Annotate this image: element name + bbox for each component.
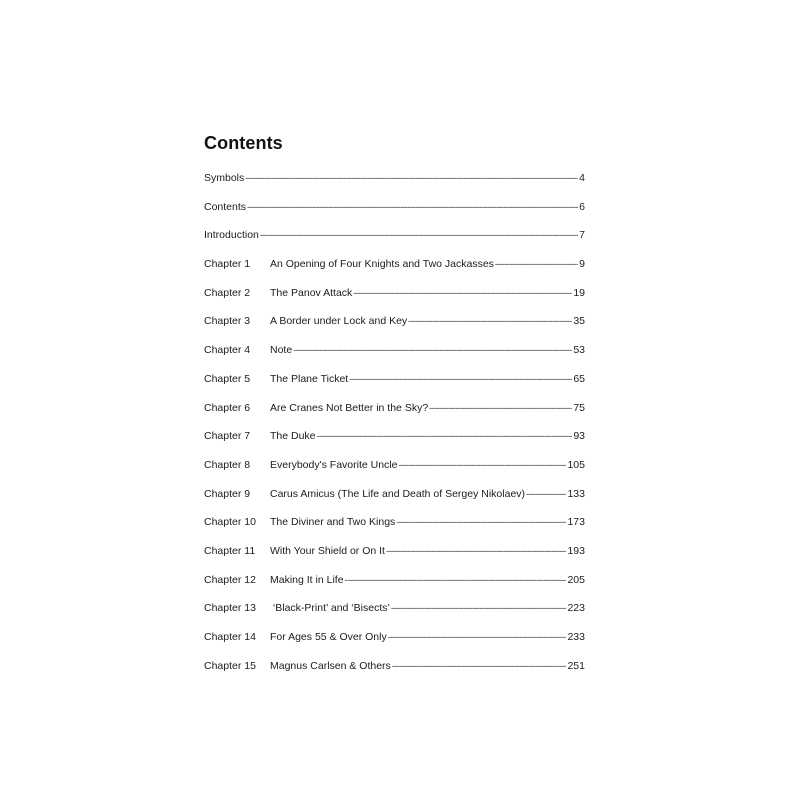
dot-leader — [245, 170, 578, 186]
dot-leader — [293, 342, 572, 358]
toc-entry-title: Introduction — [204, 229, 259, 242]
toc-entry-title: For Ages 55 & Over Only — [270, 631, 387, 643]
toc-entry-page: 6 — [579, 200, 585, 213]
dot-leader — [429, 400, 572, 416]
toc-entry-chapter-14[interactable] — [204, 629, 585, 658]
toc-entry-chapter-13[interactable] — [204, 600, 585, 629]
toc-entry-page: 53 — [573, 344, 585, 357]
toc-chapter-label: Chapter 11 — [204, 544, 256, 557]
dot-leader — [396, 514, 566, 530]
dot-leader — [495, 256, 578, 272]
toc-entry-page: 133 — [567, 487, 585, 500]
toc-chapter-label: Chapter 8 — [204, 458, 251, 471]
toc-chapter-label: Chapter 12 — [204, 573, 256, 586]
toc-entry-contents[interactable] — [204, 199, 585, 228]
dot-leader — [353, 285, 572, 301]
toc-entry-chapter-10[interactable] — [204, 514, 585, 543]
toc-entry-title: The Duke — [270, 430, 316, 443]
toc-entry-page: 251 — [567, 659, 585, 672]
toc-entry-chapter-15[interactable] — [204, 658, 585, 687]
toc-chapter-label: Chapter 13 — [204, 602, 256, 615]
dot-leader — [247, 199, 578, 215]
toc-entry-page: 65 — [573, 372, 585, 385]
toc-entry-page: 193 — [567, 544, 585, 557]
toc-entry-page: 93 — [573, 430, 585, 443]
toc-entry-title: Magnus Carlsen & Others — [270, 659, 391, 672]
toc-chapter-label: Chapter 15 — [204, 659, 256, 672]
toc-entry-page: 173 — [567, 516, 585, 529]
toc-entry-title: With Your Shield or On It — [270, 544, 385, 557]
table-of-contents — [204, 170, 585, 686]
toc-entry-chapter-7[interactable] — [204, 428, 585, 457]
toc-entry-title: The Panov Attack — [270, 286, 353, 299]
page-title: Contents — [204, 133, 283, 153]
toc-chapter-label: Chapter 7 — [204, 430, 251, 443]
dot-leader — [408, 313, 572, 329]
toc-chapter-label: Chapter 1 — [204, 258, 251, 271]
dot-leader — [398, 457, 566, 473]
toc-entry-title: The Diviner and Two Kings — [270, 516, 396, 529]
toc-entry-chapter-8[interactable] — [204, 457, 585, 486]
dot-leader — [388, 629, 567, 645]
toc-entry-title: Carus Amicus (The Life and Death of Sergey Nikolaev) — [270, 487, 526, 500]
toc-entry-title: Contents — [204, 200, 247, 213]
toc-entry-chapter-11[interactable] — [204, 543, 585, 572]
toc-entry-chapter-3[interactable] — [204, 313, 585, 342]
toc-entry-page: 233 — [567, 631, 585, 643]
toc-entry-page: 19 — [573, 286, 585, 299]
toc-entry-chapter-12[interactable] — [204, 572, 585, 601]
dot-leader — [391, 600, 567, 616]
toc-entry-title: The Plane Ticket — [270, 372, 349, 385]
toc-entry-page: 105 — [567, 458, 585, 471]
toc-chapter-label: Chapter 14 — [204, 631, 256, 643]
toc-entry-symbols[interactable] — [204, 170, 585, 199]
dot-leader — [392, 658, 567, 674]
toc-entry-title: An Opening of Four Knights and Two Jackasses — [270, 258, 494, 271]
toc-entry-chapter-5[interactable] — [204, 371, 585, 400]
toc-entry-title: Are Cranes Not Better in the Sky? — [270, 401, 429, 414]
dot-leader — [526, 486, 566, 502]
toc-entry-introduction[interactable] — [204, 227, 585, 256]
toc-entry-page: 223 — [567, 602, 585, 615]
dot-leader — [260, 227, 578, 243]
toc-entry-page: 7 — [579, 229, 585, 242]
toc-entry-page: 35 — [573, 315, 585, 328]
dot-leader — [317, 428, 573, 444]
toc-chapter-label: Chapter 2 — [204, 286, 251, 299]
toc-entry-title: Everybody's Favorite Uncle — [270, 458, 398, 471]
toc-entry-page: 4 — [579, 172, 585, 184]
toc-entry-page: 75 — [573, 401, 585, 414]
dot-leader — [386, 543, 566, 559]
toc-chapter-label: Chapter 6 — [204, 401, 251, 414]
toc-entry-title: ‘Black-Print’ and ‘Bisects’ — [270, 602, 390, 615]
toc-entry-title: A Border under Lock and Key — [270, 315, 408, 328]
dot-leader — [345, 572, 567, 588]
dot-leader — [349, 371, 572, 387]
toc-entry-title: Making It in Life — [270, 573, 344, 586]
toc-chapter-label: Chapter 10 — [204, 516, 256, 529]
toc-entry-chapter-4[interactable] — [204, 342, 585, 371]
toc-entry-title: Note — [270, 344, 293, 357]
toc-entry-chapter-1[interactable] — [204, 256, 585, 285]
toc-chapter-label: Chapter 5 — [204, 372, 251, 385]
toc-entry-page: 205 — [567, 573, 585, 586]
toc-chapter-label: Chapter 4 — [204, 344, 251, 357]
toc-entry-chapter-9[interactable] — [204, 486, 585, 515]
toc-entry-title: Symbols — [204, 172, 245, 184]
toc-entry-chapter-2[interactable] — [204, 285, 585, 314]
toc-chapter-label: Chapter 9 — [204, 487, 251, 500]
toc-chapter-label: Chapter 3 — [204, 315, 251, 328]
toc-entry-chapter-6[interactable] — [204, 400, 585, 429]
toc-entry-page: 9 — [579, 258, 585, 271]
